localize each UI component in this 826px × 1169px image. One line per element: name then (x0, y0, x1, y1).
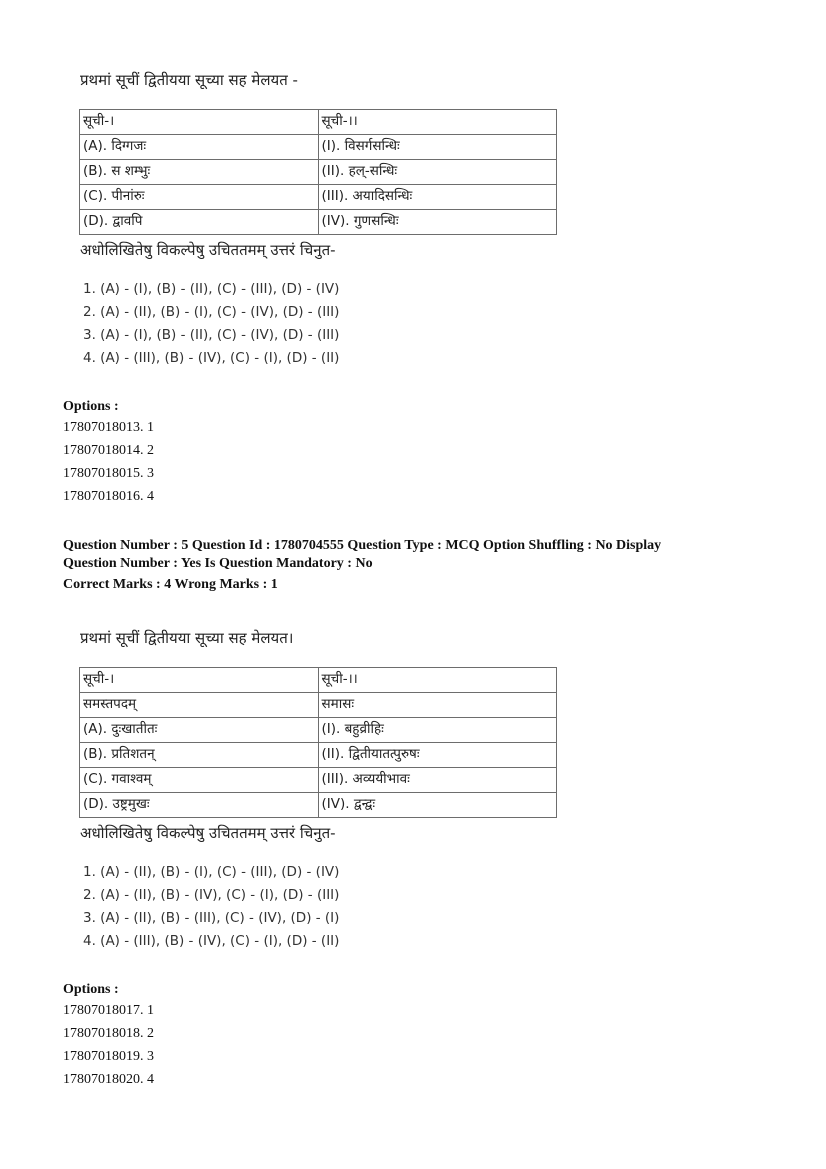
marks-line: Correct Marks : 4 Wrong Marks : 1 (63, 577, 278, 592)
table-header-row (80, 668, 557, 693)
table-cell: (IV). द्वन्द्वः (318, 793, 557, 818)
table-cell: समासः (318, 693, 557, 718)
table-header-cell: सूची-।। (318, 110, 557, 135)
option-item: 17807018014. 2 (63, 443, 154, 458)
answer-instruction: अधोलिखितेषु विकल्पेषु उचिततमम् उत्तरं चिनुत- (80, 824, 336, 842)
table-cell: (I). विसर्गसन्धिः (318, 135, 557, 160)
table-cell: (II). द्वितीयातत्पुरुषः (318, 743, 557, 768)
answer-choice: 3. (A) - (I), (B) - (II), (C) - (IV), (D) - (III) (83, 327, 340, 343)
table-row (80, 160, 557, 185)
table-header-cell: सूची-। (80, 110, 319, 135)
table-cell: समस्तपदम् (80, 693, 319, 718)
question-prompt: प्रथमां सूचीं द्वितीयया सूच्या सह मेलयत। (80, 629, 294, 647)
table-row (80, 768, 557, 793)
question-meta-line: Question Number : Yes Is Question Mandatory : No (63, 556, 373, 571)
table-cell: (III). अयादिसन्धिः (318, 185, 557, 210)
option-item: 17807018017. 1 (63, 1003, 154, 1018)
table-row (80, 743, 557, 768)
table-row (80, 210, 557, 235)
matching-table (79, 667, 557, 818)
table-row (80, 793, 557, 818)
option-item: 17807018013. 1 (63, 420, 154, 435)
table-cell: (A). दिग्गजः (80, 135, 319, 160)
answer-choice: 4. (A) - (III), (B) - (IV), (C) - (I), (D) - (II) (83, 350, 340, 366)
option-item: 17807018015. 3 (63, 466, 154, 481)
options-title: Options : (63, 399, 119, 414)
table-row (80, 693, 557, 718)
table-row (80, 185, 557, 210)
table-cell: (IV). गुणसन्धिः (318, 210, 557, 235)
answer-choice: 3. (A) - (II), (B) - (III), (C) - (IV), (D) - (I) (83, 910, 340, 926)
answer-instruction: अधोलिखितेषु विकल्पेषु उचिततमम् उत्तरं चिनुत- (80, 241, 336, 259)
table-row (80, 135, 557, 160)
table-cell: (B). प्रतिशतन् (80, 743, 319, 768)
answer-choice-list (83, 861, 339, 953)
table-cell: (II). हल्-सन्धिः (318, 160, 557, 185)
matching-table (79, 109, 557, 235)
option-item: 17807018019. 3 (63, 1049, 154, 1064)
table-cell: (B). स शम्भुः (80, 160, 319, 185)
table-cell: (C). पीनांरुः (80, 185, 319, 210)
table-header-cell: सूची-।। (318, 668, 557, 693)
answer-choice: 2. (A) - (II), (B) - (I), (C) - (IV), (D) - (III) (83, 304, 340, 320)
answer-choice-list (83, 278, 339, 370)
table-cell: (I). बहुव्रीहिः (318, 718, 557, 743)
answer-choice: 4. (A) - (III), (B) - (IV), (C) - (I), (D) - (II) (83, 933, 340, 949)
table-cell: (A). दुःखातीतः (80, 718, 319, 743)
table-cell: (D). द्वावपि (80, 210, 319, 235)
answer-choice: 1. (A) - (II), (B) - (I), (C) - (III), (D) - (IV) (83, 864, 340, 880)
table-row (80, 718, 557, 743)
option-item: 17807018018. 2 (63, 1026, 154, 1041)
option-item: 17807018016. 4 (63, 489, 154, 504)
options-title: Options : (63, 982, 119, 997)
question-meta-line: Question Number : 5 Question Id : 1780704555 Question Type : MCQ Option Shuffling : No Display (63, 538, 662, 553)
answer-choice: 1. (A) - (I), (B) - (II), (C) - (III), (D) - (IV) (83, 281, 340, 297)
table-cell: (III). अव्ययीभावः (318, 768, 557, 793)
option-item: 17807018020. 4 (63, 1072, 154, 1087)
table-header-row (80, 110, 557, 135)
table-cell: (D). उष्ट्रमुखः (80, 793, 319, 818)
question-prompt: प्रथमां सूचीं द्वितीयया सूच्या सह मेलयत - (80, 71, 298, 89)
table-header-cell: सूची-। (80, 668, 319, 693)
answer-choice: 2. (A) - (II), (B) - (IV), (C) - (I), (D) - (III) (83, 887, 340, 903)
table-cell: (C). गवाश्वम् (80, 768, 319, 793)
